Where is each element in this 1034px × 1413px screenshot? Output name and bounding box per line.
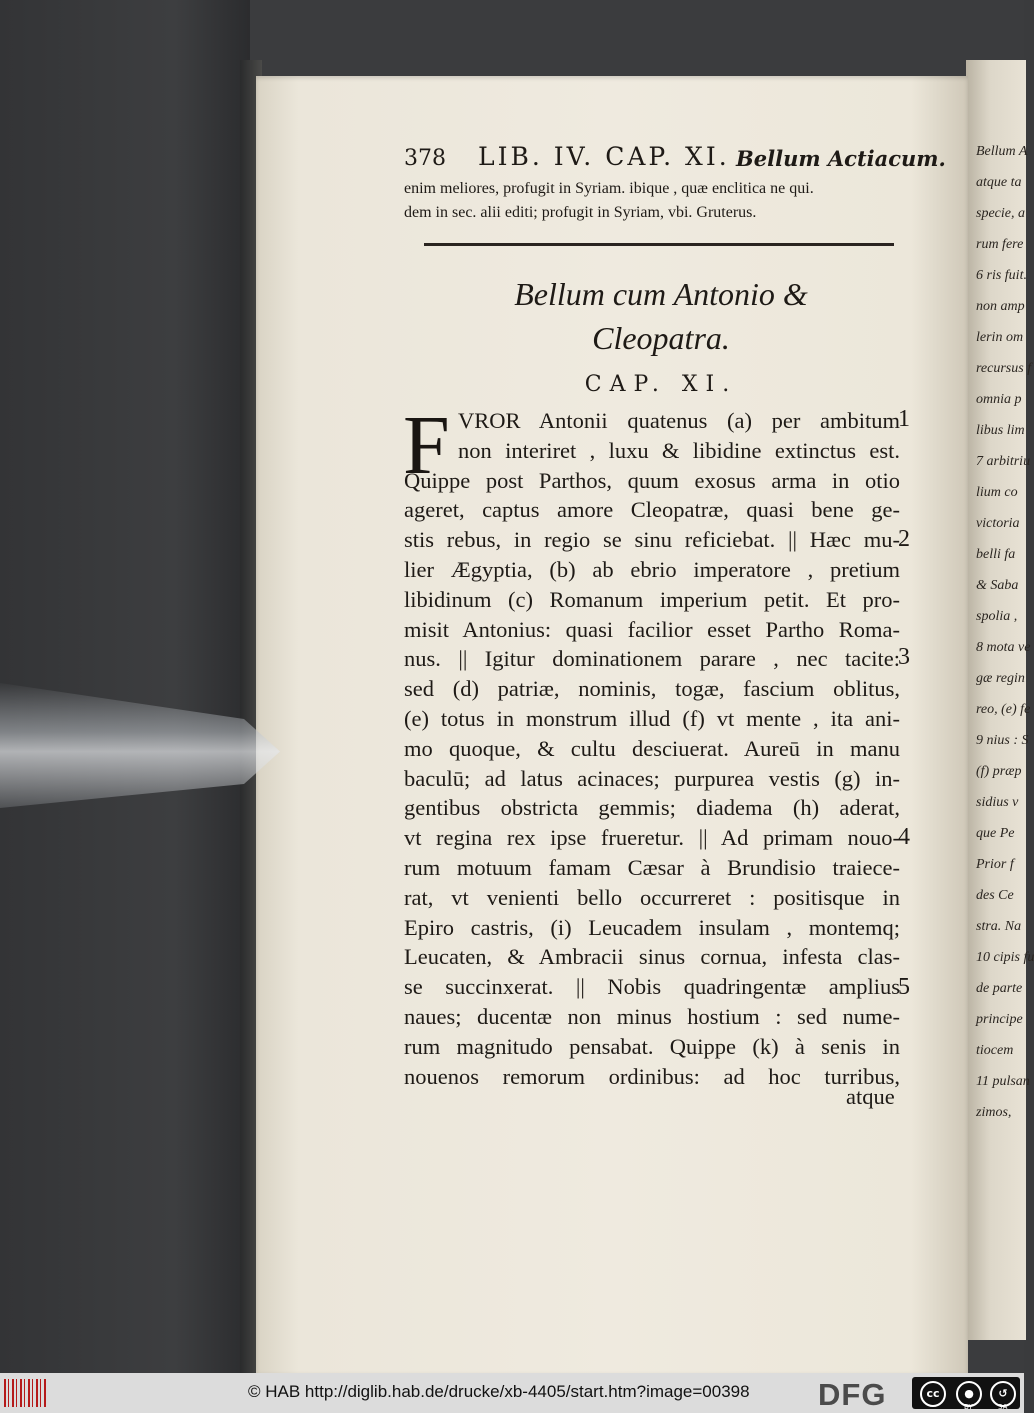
body-line: baculū; ad latus acinaces; purpurea vestis (g) in- [404,765,900,791]
margin-number: 1 [898,406,910,432]
library-logo-icon [4,1379,46,1407]
body-line: libidinum (c) Romanum imperium petit. Et pro- [404,586,900,612]
body-line: nus. || Igitur dominationem parare , nec tacite: [404,646,900,672]
facing-page-fragment: recursus f [976,361,1032,376]
facing-page-fragment: & Saba [976,578,1019,593]
body-line: Epiro castris, (i) Leucadem insulam , montemq; [404,914,900,940]
facing-page-fragment: belli fa [976,547,1016,562]
facing-page-fragment: sidius v [976,795,1019,810]
chapter-label: CAP. XI. [584,372,738,397]
body-line: lier Ægyptia, (b) ab ebrio imperatore , pretium [404,557,900,582]
drop-cap: F [403,399,450,492]
facing-page-fragment: Bellum A [976,144,1028,159]
facing-page-fragment: libus lim [976,423,1025,438]
body-line: naues; ducentæ non minus hostium : sed nume- [404,1004,900,1029]
dfg-logo[interactable]: DFG [818,1377,887,1412]
facing-page-fragment: stra. Na [976,919,1022,934]
body-line: sed (d) patriæ, nominis, togæ, fascium oblitus, [404,676,900,702]
sa-icon: ↺ [990,1381,1016,1407]
body-line: nouenos remorum ordinibus: ad hoc turribus, [404,1063,900,1089]
facing-page-fragment: non amp [976,299,1025,314]
chapter-title-line: Bellum cum Antonio & [514,276,808,312]
body-line: Leucaten, & Ambracii sinus cornua, infesta clas- [404,944,900,970]
page-number: 378 [404,146,446,171]
facing-page-fragment: zimos, [976,1105,1012,1120]
body-line: misit Antonius: quasi facilior esset Partho Roma- [404,616,900,642]
body-line: mo quoque, & cultu desciuerat. Aureū in manu [404,735,900,761]
body-line: se succinxerat. || Nobis quadringentæ amplius [404,974,900,1000]
facing-page-fragment: reo, (e) fe [976,702,1031,717]
facing-page-fragment: omnia p [976,392,1022,407]
running-title: Bellum Actiacum. [736,146,946,171]
facing-page-fragment: Prior f [976,857,1014,872]
facing-page-fragment: principe [976,1012,1023,1027]
cc-icon: cc [920,1381,946,1407]
margin-number: 2 [898,526,910,552]
facing-page-fragment: que Pe [976,826,1015,841]
sa-label: SA [998,1403,1008,1411]
facing-page-fragment: 11 pulsan [976,1074,1030,1089]
facing-page-fragment: lerin om [976,330,1024,345]
facing-page-fragment: 6 ris fuit. [976,268,1027,283]
viewer-footer [0,1373,1024,1413]
body-line: Quippe post Parthos, quum exosus arma in otio [404,467,900,493]
facing-page-fragment: specie, a [976,206,1025,221]
chapter-title-line: Cleopatra. [592,320,730,356]
license-badge[interactable] [912,1377,1020,1409]
margin-number: 3 [898,644,910,670]
facing-page-fragment: des Ce [976,888,1014,903]
facing-page-fragment: 10 cipis fu [976,950,1034,965]
facing-page-fragment: de parte [976,981,1023,996]
body-line: (e) totus in monstrum illud (f) vt mente , ita ani- [404,706,900,731]
facing-page-fragment: 9 nius : S [976,733,1029,748]
facing-page-fragment: spolia , [976,609,1018,624]
by-icon: ● [956,1381,982,1407]
facing-page-fragment: tiocem [976,1043,1014,1058]
body-line: rat, vt venienti bello occurreret : positisque in [404,884,900,910]
margin-number: 4 [898,824,910,850]
body-line: gentibus obstricta gemmis; diadema (h) aderat, [404,795,900,821]
facing-page-edge [966,60,1034,1340]
source-credit[interactable]: © HAB http://diglib.hab.de/drucke/xb-4405/start.htm?image=00398 [248,1382,750,1401]
book-chapter-label: LIB. IV. CAP. XI. [478,142,730,171]
facing-page-fragment: (f) præp [976,764,1022,779]
facing-page-fragment: 7 arbitriu [976,454,1031,469]
book-cover-left [0,0,250,1373]
body-line: rum motuum famam Cæsar à Brundisio traiece- [404,855,900,880]
facing-page-fragment: victoria [976,516,1020,531]
facing-page-fragment: 8 mota ve [976,640,1031,655]
body-line: non interiret , luxu & libidine extinctus est. [458,437,900,463]
catchword: atque [846,1084,895,1109]
body-line: rum magnitudo pensabat. Quippe (k) à senis in [404,1033,900,1059]
by-label: BY [964,1403,973,1411]
facing-page-fragment: lium co [976,485,1018,500]
body-line: stis rebus, in regio se sinu reficiebat. || Hæc mu- [404,527,900,553]
facing-page-fragment: rum fere [976,237,1024,252]
note-line: enim meliores, profugit in Syriam. ibique , quæ enclitica ne qui. [404,180,814,197]
body-line: ageret, captus amore Cleopatræ, quasi bene ge- [404,497,900,523]
margin-number: 5 [898,974,910,1000]
note-line: dem in sec. alii editi; profugit in Syriam, vbi. Gruterus. [404,204,757,221]
body-line: VROR Antonii quatenus (a) per ambitum [458,408,900,433]
section-rule [424,243,894,246]
body-line: vt regina rex ipse frueretur. || Ad primam nouo- [404,825,900,851]
facing-page-fragment: gæ regin [976,671,1025,686]
facing-page-fragment: atque ta [976,175,1022,190]
